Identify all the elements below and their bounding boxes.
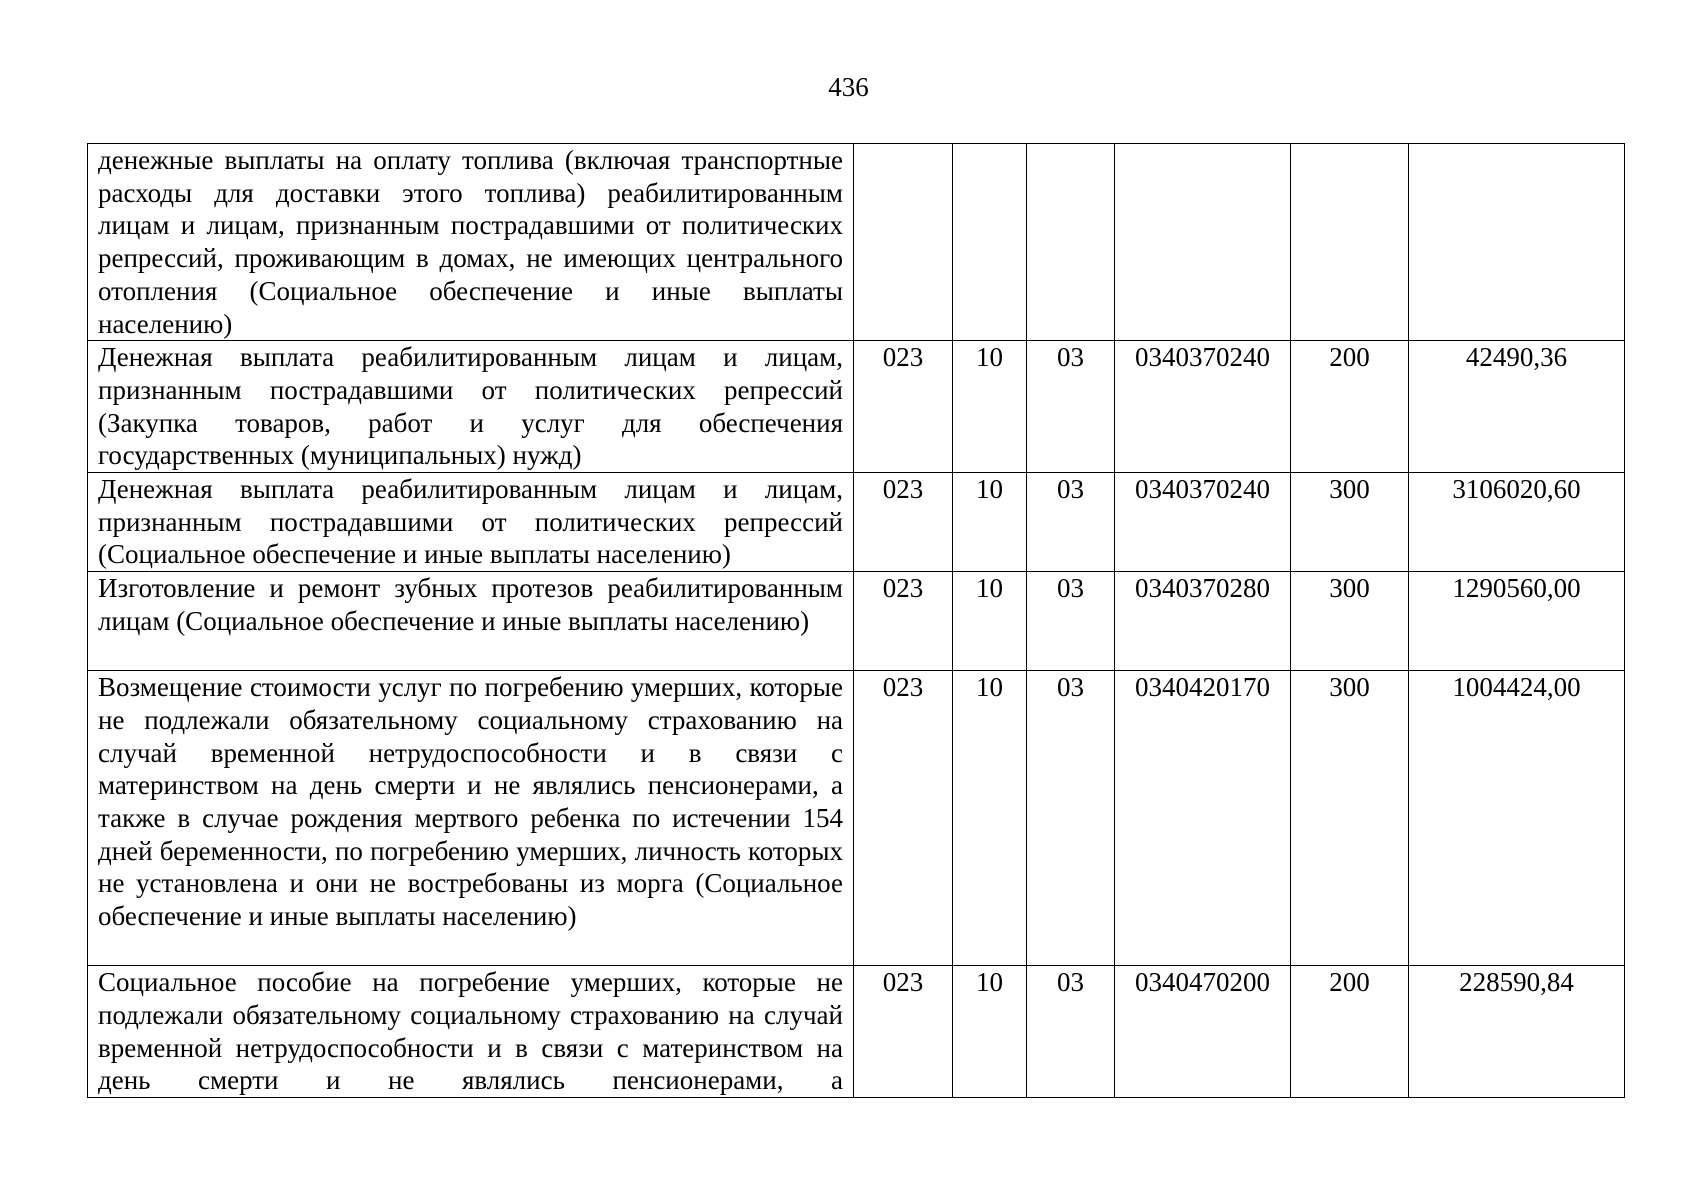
ministry-code: 023 bbox=[854, 671, 953, 966]
section-code: 10 bbox=[953, 966, 1027, 1098]
amount-value: 1290560,00 bbox=[1409, 572, 1625, 671]
expense-type-code bbox=[1291, 144, 1409, 341]
amount-value: 42490,36 bbox=[1409, 341, 1625, 473]
target-article-code bbox=[1115, 144, 1291, 341]
section-code: 10 bbox=[953, 341, 1027, 473]
expense-type-code: 300 bbox=[1291, 473, 1409, 572]
table-row bbox=[88, 966, 1625, 1098]
target-article-code: 0340370240 bbox=[1115, 473, 1291, 572]
subsection-code: 03 bbox=[1027, 966, 1115, 1098]
section-code: 10 bbox=[953, 473, 1027, 572]
row-description: Социальное пособие на погребение умерших, которые не подлежали обязательному социальному страхованию на случай временной нетрудоспособности и в связи с материнством на день смерти и не являлись пенсионерами, а bbox=[88, 966, 854, 1098]
section-code: 10 bbox=[953, 572, 1027, 671]
target-article-code: 0340370280 bbox=[1115, 572, 1291, 671]
ministry-code: 023 bbox=[854, 966, 953, 1098]
budget-table bbox=[87, 143, 1625, 1098]
table-row bbox=[88, 144, 1625, 341]
row-description: Денежная выплата реабилитированным лицам и лицам, признанным пострадавшими от политических репрессий (Социальное обеспечение и иные выплаты населению) bbox=[88, 473, 854, 572]
target-article-code: 0340470200 bbox=[1115, 966, 1291, 1098]
subsection-code bbox=[1027, 144, 1115, 341]
ministry-code: 023 bbox=[854, 341, 953, 473]
target-article-code: 0340370240 bbox=[1115, 341, 1291, 473]
ministry-code: 023 bbox=[854, 473, 953, 572]
expense-type-code: 300 bbox=[1291, 572, 1409, 671]
table-row bbox=[88, 341, 1625, 473]
row-description: Возмещение стоимости услуг по погребению умерших, которые не подлежали обязательному социальному страхованию на случай временной нетрудоспособности и в связи с материнством на день смерти и не являлись пенсионерами, а также в случае рождения мертвого ребенка по истечении 154 дней беременности, по погребению умерших, личность которых не установлена и они не востребованы из морга (Социальное обеспечение и иные выплаты населению) bbox=[88, 671, 854, 966]
ministry-code bbox=[854, 144, 953, 341]
table-row bbox=[88, 671, 1625, 966]
section-code bbox=[953, 144, 1027, 341]
row-description: Денежная выплата реабилитированным лицам и лицам, признанным пострадавшими от политических репрессий (Закупка товаров, работ и услуг для обеспечения государственных (муниципальных) нужд) bbox=[88, 341, 854, 473]
expense-type-code: 300 bbox=[1291, 671, 1409, 966]
target-article-code: 0340420170 bbox=[1115, 671, 1291, 966]
subsection-code: 03 bbox=[1027, 473, 1115, 572]
row-description: Изготовление и ремонт зубных протезов реабилитированным лицам (Социальное обеспечение и иные выплаты населению) bbox=[88, 572, 854, 671]
amount-value: 228590,84 bbox=[1409, 966, 1625, 1098]
expense-type-code: 200 bbox=[1291, 966, 1409, 1098]
table-row bbox=[88, 473, 1625, 572]
table-row bbox=[88, 572, 1625, 671]
expense-type-code: 200 bbox=[1291, 341, 1409, 473]
page-number: 436 bbox=[828, 72, 869, 102]
amount-value: 3106020,60 bbox=[1409, 473, 1625, 572]
amount-value: 1004424,00 bbox=[1409, 671, 1625, 966]
subsection-code: 03 bbox=[1027, 572, 1115, 671]
amount-value bbox=[1409, 144, 1625, 341]
subsection-code: 03 bbox=[1027, 341, 1115, 473]
subsection-code: 03 bbox=[1027, 671, 1115, 966]
ministry-code: 023 bbox=[854, 572, 953, 671]
section-code: 10 bbox=[953, 671, 1027, 966]
row-description: денежные выплаты на оплату топлива (включая транспортные расходы для доставки этого топлива) реабилитированным лицам и лицам, признанным пострадавшими от политических репрессий, проживающим в домах, не имеющих центрального отопления (Социальное обеспечение и иные выплаты населению) bbox=[88, 144, 854, 341]
